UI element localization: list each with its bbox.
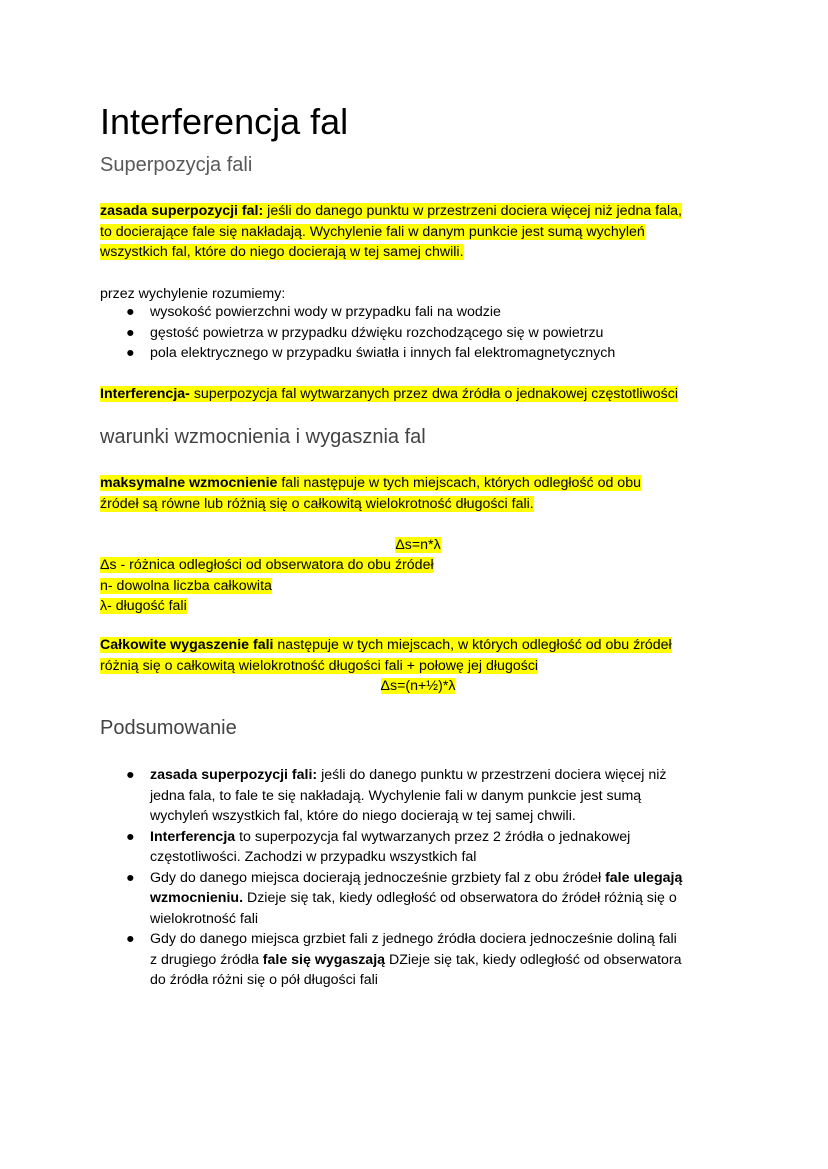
subtitle: Superpozycja fali: [100, 154, 253, 176]
definition-text: superpozycja fal wytwarzanych przez dwa źródła o jednakowej częstotliwości: [189, 386, 679, 402]
term-wygaszenie: Całkowite wygaszenie fali: [100, 637, 274, 653]
list-item: ● Interferencja to superpozycja fal wytwarzanych przez 2 źródła o jednakowej częstotliwości. Zachodzi w przypadku wszystkich fal: [126, 828, 631, 865]
list-item: ● zasada superpozycji fali: jeśli do danego punktu w przestrzeni dociera więcej niż jedna fala, to fale te się nakładają. Wychylenie fali w danym punkcie jest sumą wychyleń wszystkich fal, które do niego docierają w tej samej chwili.: [126, 767, 667, 824]
paragraph-wzmocnienie: maksymalne wzmocnienie fali następuje w tych miejscach, których odległość od obu źródeł są równe lub różnią się o całkowitą wielokrotność długości fali.: [100, 475, 641, 512]
section-heading-podsumowanie: Podsumowanie: [100, 717, 237, 739]
summary-list: [100, 765, 736, 991]
section-heading-warunki: warunki wzmocnienia i wygasznia fal: [100, 426, 426, 448]
legend-line: λ- długość fali: [100, 598, 187, 614]
definition-term: zasada superpozycji fal:: [100, 203, 264, 219]
paragraph-wygaszenie: Całkowite wygaszenie fali następuje w tych miejscach, w których odległość od obu źródeł różnią się o całkowitą wielokrotność długości fali + połowę jej długości: [100, 637, 672, 674]
bullet-icon: ●: [126, 324, 135, 341]
term-wzmocnienie: maksymalne wzmocnienie: [100, 475, 278, 491]
definition-text: jeśli do danego punktu w przestrzeni dociera więcej niż jedna fala,: [263, 203, 682, 219]
bullet-icon: ●: [126, 931, 135, 947]
formula-wygaszenie: Δs=(n+½)*λ: [380, 678, 456, 694]
definition-superposition: [100, 201, 736, 263]
list-item: ● Gdy do danego miejsca docierają jednocześnie grzbiety fal z obu źródeł fale ulegają wzmocnieniu. Dzieje się tak, kiedy odległość od obserwatora do źródeł różnią się o wielokrotność fali: [126, 869, 683, 927]
page-title: Interferencja fal: [100, 101, 349, 142]
definition-interference: [100, 384, 736, 405]
bullet-icon: ●: [126, 345, 135, 361]
wychylenie-list: [100, 302, 736, 364]
list-item: ● pola elektrycznego w przypadku światła i innych fal elektromagnetycznych: [100, 343, 736, 364]
list-item: ● wysokość powierzchni wody w przypadku fali na wodzie: [100, 302, 736, 323]
legend-line: Δs - różnica odległości od obserwatora do obu źródeł: [100, 557, 434, 573]
list-item: ● Gdy do danego miejsca grzbiet fali z jednego źródła dociera jednocześnie doliną fali z drugiego źródła fale się wygaszają DZieje się tak, kiedy odległość od obserwatora do źródła różni się o pół długości fali: [126, 931, 682, 988]
bullet-icon: ●: [126, 869, 135, 886]
legend-line: n- dowolna liczba całkowita: [100, 577, 272, 594]
definition-text: to docierające fale się nakładają. Wychylenie fali w danym punkcie jest sumą wychyleń: [100, 223, 645, 240]
formula-wzmocnienie: Δs=n*λ: [395, 537, 441, 553]
bullet-icon: ●: [126, 828, 135, 845]
bullet-icon: ●: [126, 767, 135, 783]
wychylenie-intro: przez wychylenie rozumiemy:: [100, 286, 286, 302]
list-item: ● gęstość powietrza w przypadku dźwięku rozchodzącego się w powietrzu: [100, 323, 736, 344]
bullet-icon: ●: [126, 304, 135, 320]
definition-term: Interferencja-: [100, 386, 190, 402]
formula-legend: [100, 555, 736, 617]
definition-text: wszystkich fal, które do niego docierają w tej samej chwili.: [100, 244, 464, 260]
